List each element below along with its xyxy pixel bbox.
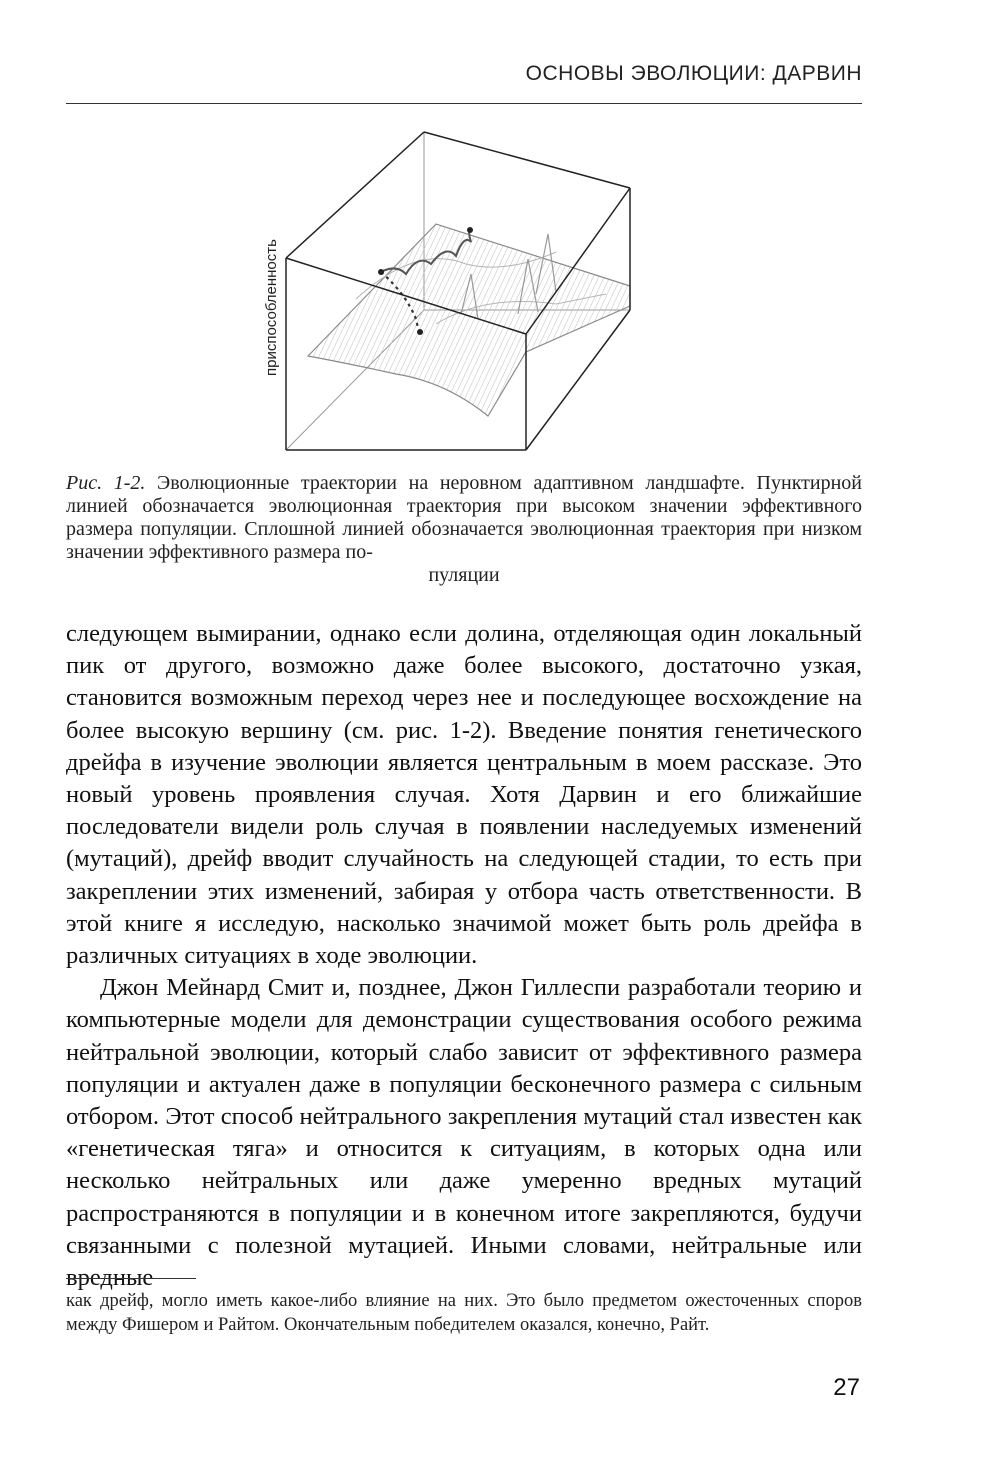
landscape-box-diagram xyxy=(256,124,646,464)
trajectory-start-point xyxy=(378,269,384,275)
figure-caption xyxy=(66,472,862,587)
trajectory-end-point-high xyxy=(467,227,473,233)
caption-tail: пуляции xyxy=(428,564,500,586)
caption-label: Рис. 1-2. xyxy=(66,472,146,494)
paragraph-1: следующем вымирании, однако если долина, отделяющая один локальный пик от другого, возможно даже более высокого, достаточно узкая, становится возможным переход через нее и последующее восхождение на более высокую вершину (см. рис. 1-2). Введение понятия генетического дрейфа в изучение эволюции является центральным в моем рассказе. Это новый уровень проявления случая. Хотя Дарвин и его ближайшие последователи видели роль случая в появлении наследуемых изменений (мутаций), дрейф вводит случайность на следующей стадии, то есть при закреплении этих изменений, забирая у отбора часть ответственности. В этой книге я исследую, насколько значимой может быть роль дрейфа в различных ситуациях в ходе эволюции. xyxy=(66,620,862,970)
caption-text: Эволюционные траектории на неровном адаптивном ландшафте. Пунктирной линией обозначается эволюционная траектория при высоком значении эффективного размера популяции. Сплошной линией обозначается эволюционная траектория при низком значении эффективного размера по- xyxy=(66,472,862,563)
paragraph-2: Джон Мейнард Смит и, позднее, Джон Гиллеспи разработали теорию и компьютерные модели для демонстрации существования особого режима нейтральной эволюции, который слабо зависит от эффективного размера популяции и актуален даже в популяции бесконечного размера с сильным отбором. Этот способ нейтрального закрепления мутаций стал известен как «генетическая тяга» и относится к ситуациям, в которых одна или несколько нейтральных или даже умеренно вредных мутаций распространяются в популяции и в конечном итоге закрепляются, будучи связанными с полезной мутацией. Иными словами, нейтральные или вредные xyxy=(66,974,862,1292)
y-axis-label: приспособленность xyxy=(263,239,280,376)
header-rule xyxy=(66,103,862,104)
trajectory-end-point-low xyxy=(417,329,423,335)
fitness-surface xyxy=(308,224,630,416)
figure-adaptive-landscape xyxy=(256,124,646,464)
page-number: 27 xyxy=(833,1374,860,1401)
footnote: как дрейф, могло иметь какое-либо влияние на них. Это было предметом ожесточенных споров между Фишером и Райтом. Окончательным победителем оказался, конечно, Райт. xyxy=(66,1291,862,1335)
running-head: ОСНОВЫ ЭВОЛЮЦИИ: ДАРВИН xyxy=(525,62,862,85)
body-text xyxy=(66,618,862,1294)
footnote-rule xyxy=(66,1278,196,1279)
